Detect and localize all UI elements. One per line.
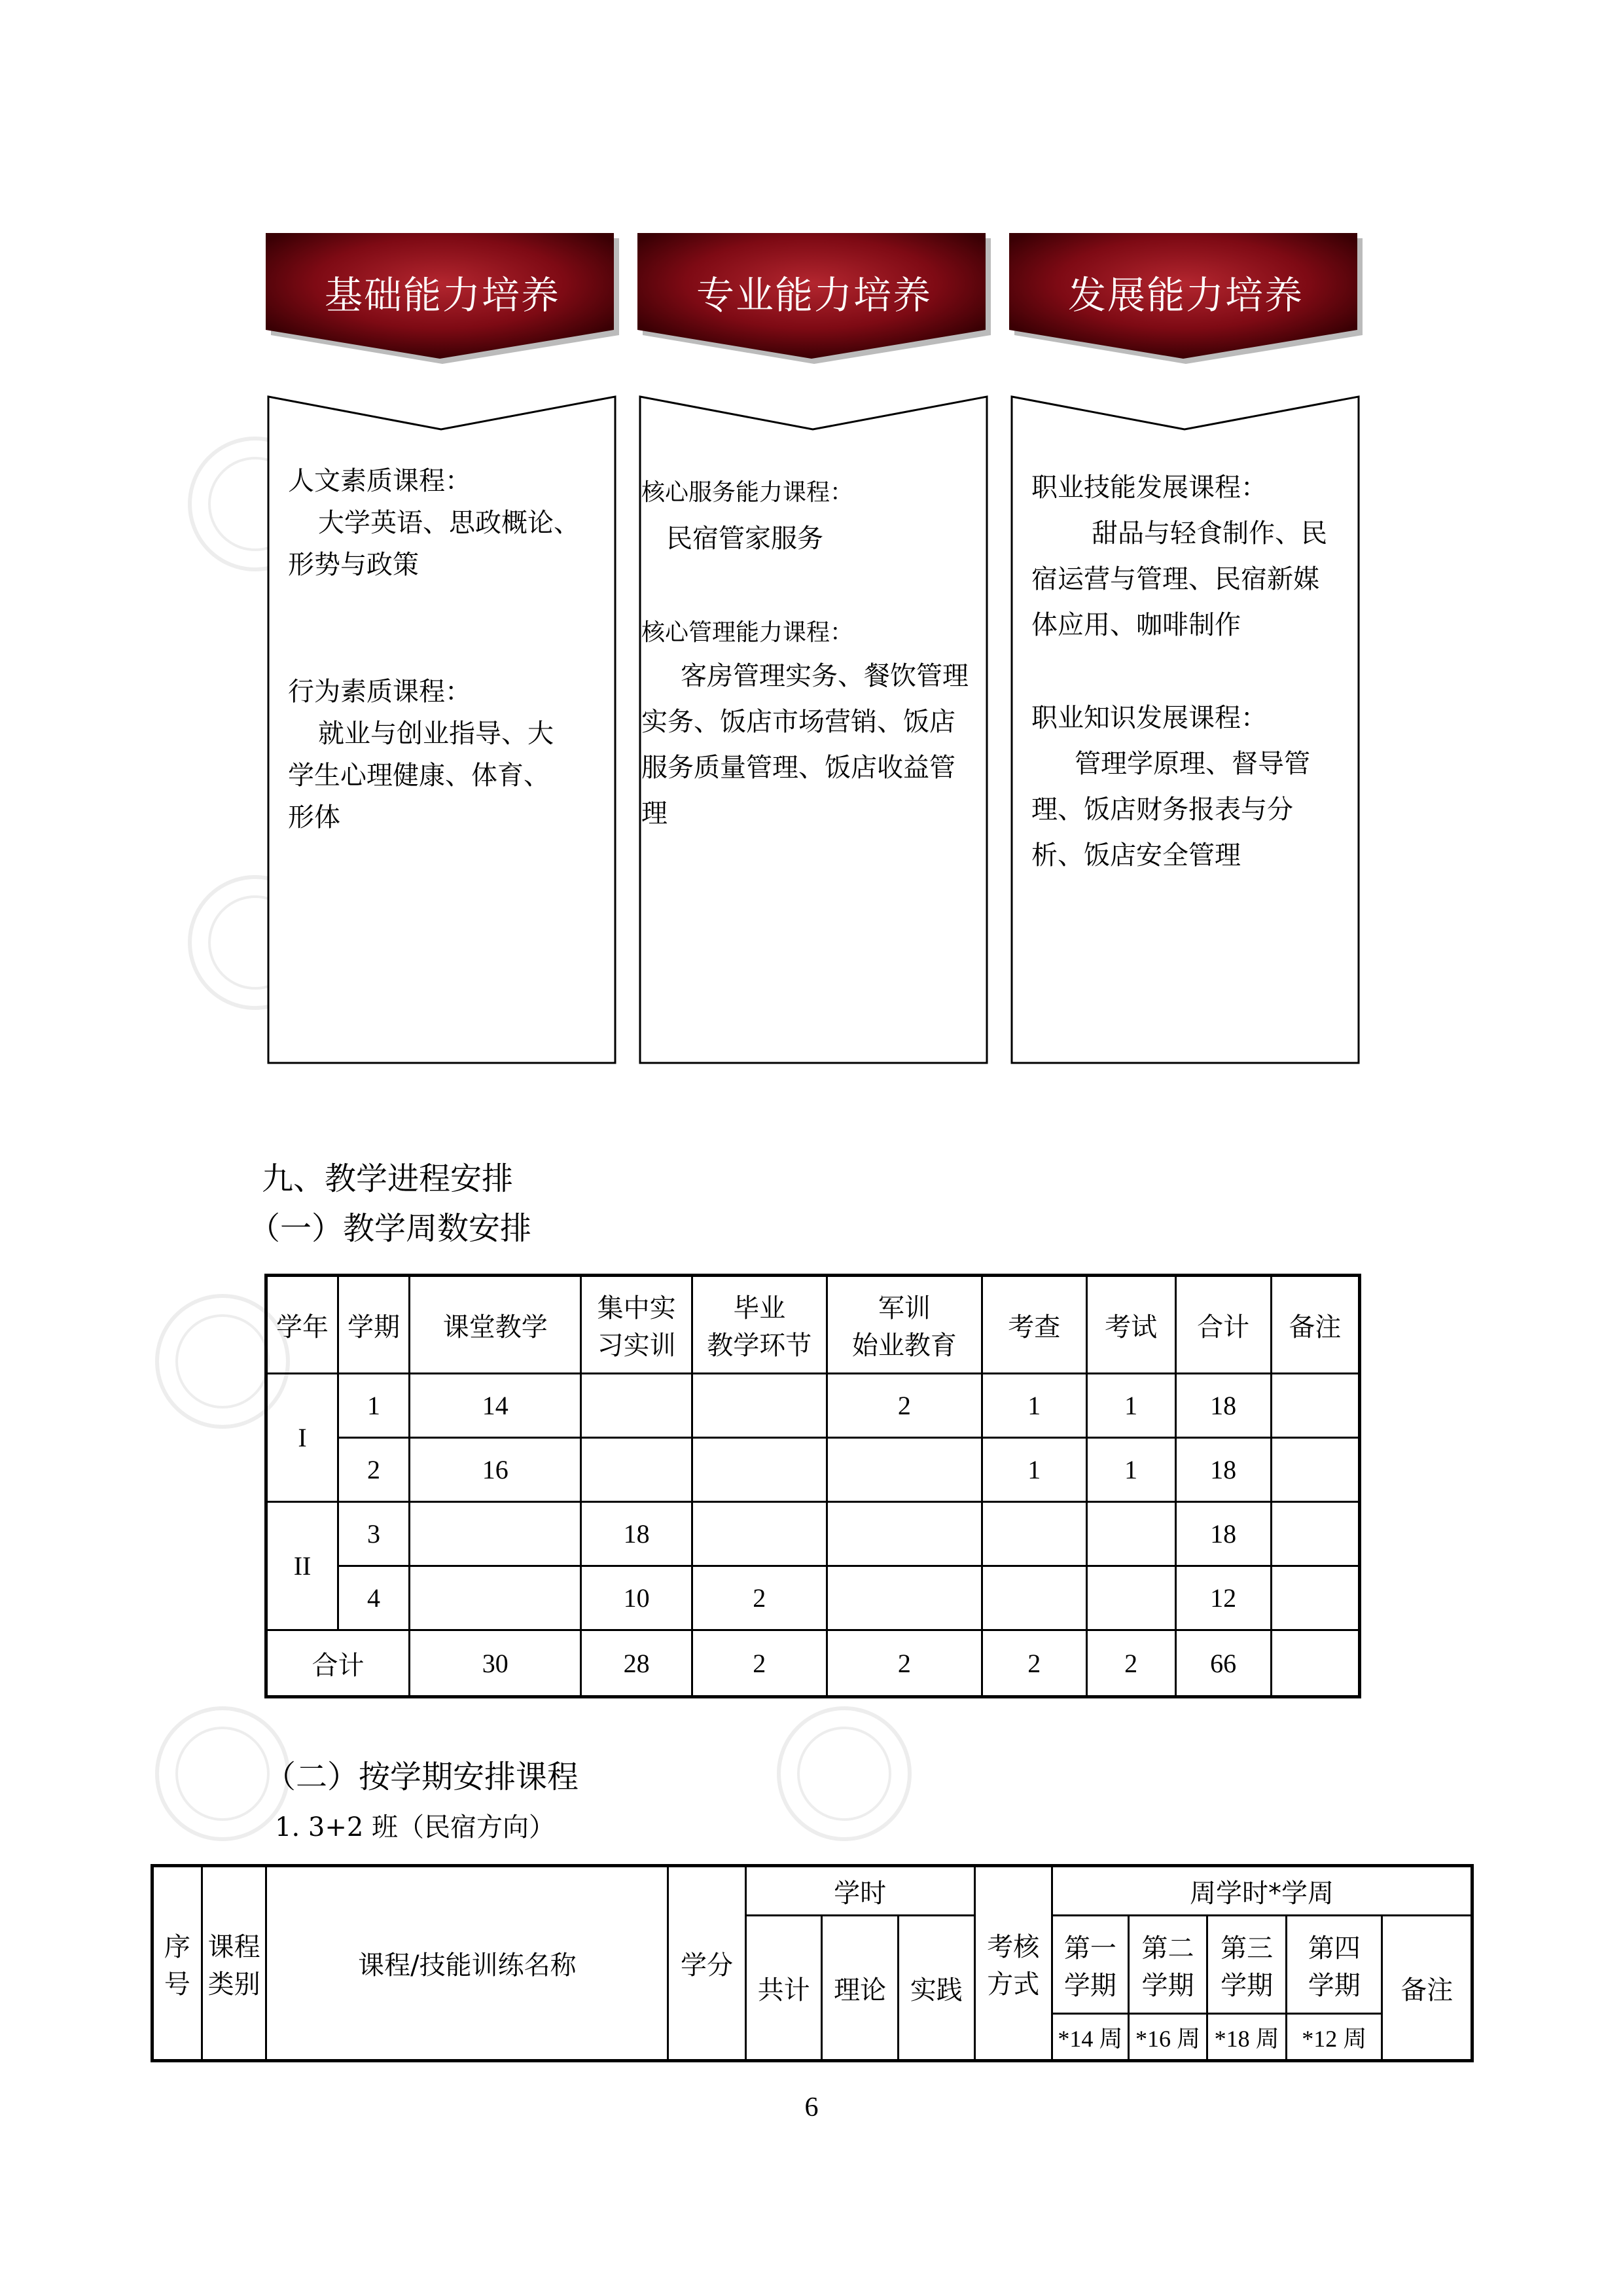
banner-professional-ability [637, 233, 991, 364]
panel-line: 客房管理实务、餐饮管理 [681, 661, 969, 691]
course-schedule-table [151, 1864, 1474, 2062]
panel-line: 甜品与轻食制作、民 [1092, 518, 1327, 548]
teaching-weeks-table [264, 1274, 1361, 1698]
subsection-title: （一）教学周数安排 [249, 1210, 532, 1247]
header-hours-practice: 实践 [898, 1916, 974, 2061]
subsection-title: （二）按学期安排课程 [264, 1759, 579, 1795]
panel-line: 服务质量管理、饭店收益管 [641, 753, 955, 783]
panel-heading: 行为素质课程： [288, 677, 471, 707]
header-note: 备注 [1271, 1276, 1359, 1374]
panel-line: 民宿管家服务 [666, 524, 823, 554]
panel-line: 实务、饭店市场营销、饭店 [641, 707, 955, 737]
header-credit: 学分 [668, 1866, 746, 2061]
header-military: 军训 始业教育 [827, 1276, 982, 1374]
panel-heading: 核心管理能力课程： [641, 619, 854, 646]
weeks-term-4: *12 周 [1286, 2014, 1382, 2061]
page-number: 6 [804, 2092, 819, 2123]
panel-line: 学生心理健康、体育、 [288, 761, 550, 791]
weeks-term-2: *16 周 [1128, 2014, 1207, 2061]
header-class: 课堂教学 [410, 1276, 581, 1374]
panel-heading: 职业技能发展课程： [1031, 473, 1267, 503]
panel-basic-courses [267, 395, 616, 1064]
panel-development-courses [1010, 395, 1360, 1064]
header-hours: 学时 [745, 1866, 974, 1916]
table-row: I 1 14 2 1 1 18 [266, 1374, 1360, 1438]
panel-heading: 职业知识发展课程： [1031, 703, 1267, 733]
weeks-term-3: *18 周 [1207, 2014, 1287, 2061]
sum-label: 合计 [266, 1630, 410, 1697]
banner-title: 基础能力培养 [324, 273, 560, 317]
banner-basic-ability [266, 233, 619, 364]
panel-line: 体应用、咖啡制作 [1031, 610, 1241, 640]
banner-title: 专业能力培养 [696, 273, 932, 317]
year-cell: II [266, 1502, 338, 1630]
header-term: 学期 [338, 1276, 410, 1374]
header-term-2: 第二 学期 [1128, 1916, 1207, 2014]
header-graduation: 毕业 教学环节 [692, 1276, 827, 1374]
header-exam: 考试 [1086, 1276, 1175, 1374]
panel-heading: 核心服务能力课程： [641, 479, 854, 506]
header-course-name: 课程/技能训练名称 [266, 1866, 668, 2061]
weeks-term-1: *14 周 [1052, 2014, 1129, 2061]
header-note: 备注 [1382, 1916, 1472, 2061]
header-term-4: 第四 学期 [1286, 1916, 1382, 2014]
banner-development-ability [1009, 233, 1363, 364]
header-assessment: 考核 方式 [974, 1866, 1052, 2061]
header-total: 合计 [1175, 1276, 1271, 1374]
header-internship: 集中实 习实训 [581, 1276, 692, 1374]
panel-line: 形体 [288, 802, 340, 833]
class-note: 1. 3+2 班（民宿方向） [275, 1812, 556, 1842]
table-sum-row: 合计 30 28 2 2 2 2 66 [266, 1630, 1360, 1697]
header-weekly-hours: 周学时*学周 [1052, 1866, 1472, 1916]
panel-line: 管理学原理、督导管 [1075, 749, 1310, 779]
panel-line: 大学英语、思政概论、 [318, 508, 580, 538]
watermark-seal [772, 1702, 916, 1848]
panel-line: 就业与创业指导、大 [318, 719, 554, 749]
banner-title: 发展能力培养 [1067, 273, 1304, 317]
panel-line: 理 [641, 798, 668, 829]
header-hours-theory: 理论 [822, 1916, 899, 2061]
panel-professional-courses [639, 395, 988, 1064]
header-hours-total: 共计 [745, 1916, 822, 2061]
table-row: 4 10 2 12 [266, 1566, 1360, 1630]
header-year: 学年 [266, 1276, 338, 1374]
year-cell: I [266, 1374, 338, 1502]
header-check: 考查 [982, 1276, 1087, 1374]
table-row: II 3 18 18 [266, 1502, 1360, 1566]
panel-line: 宿运营与管理、民宿新媒 [1031, 564, 1319, 594]
table-row: 2 16 1 1 18 [266, 1438, 1360, 1502]
section-title: 九、教学进程安排 [262, 1160, 514, 1197]
panel-line: 形势与政策 [288, 550, 419, 580]
header-category: 课程 类别 [202, 1866, 266, 2061]
panel-line: 析、饭店安全管理 [1031, 840, 1241, 870]
header-term-1: 第一 学期 [1052, 1916, 1129, 2014]
header-seq: 序 号 [152, 1866, 202, 2061]
header-term-3: 第三 学期 [1207, 1916, 1287, 2014]
panel-heading: 人文素质课程： [288, 466, 471, 496]
panel-line: 理、饭店财务报表与分 [1031, 795, 1293, 825]
